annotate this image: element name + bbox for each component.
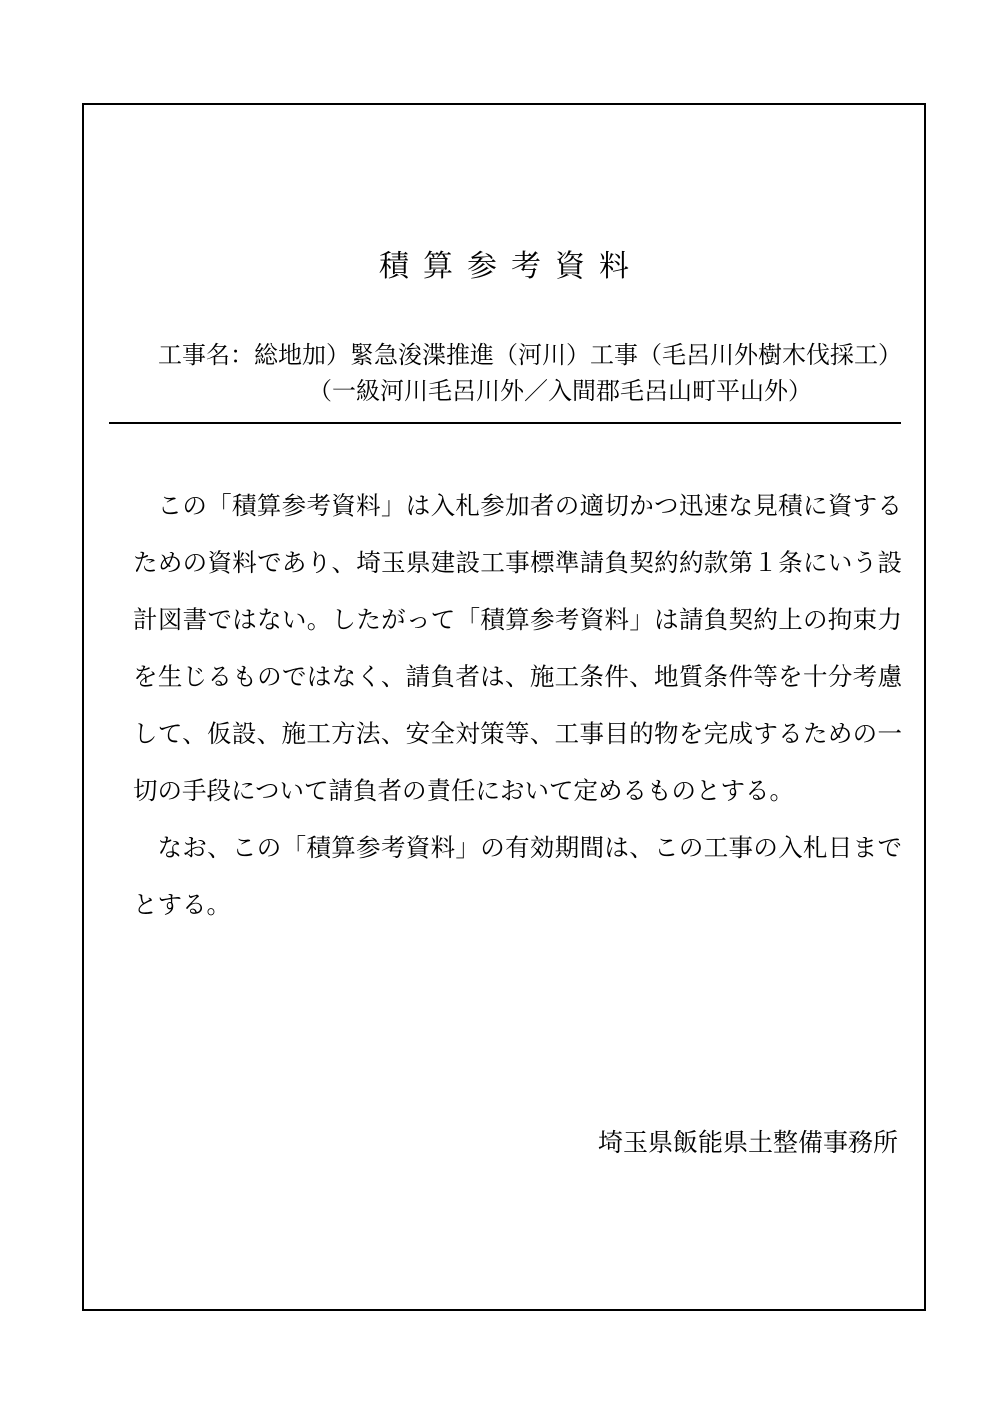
issuing-office: 埼玉県飯能県土整備事務所 xyxy=(597,1128,898,1157)
project-name: 総地加）緊急浚渫推進（河川）工事（毛呂川外樹木伐採工） xyxy=(254,341,902,369)
header-divider xyxy=(109,422,901,424)
project-location: （一級河川毛呂川外／入間郡毛呂山町平山外） xyxy=(308,377,812,405)
body-paragraph-2: なお、この「積算参考資料」の有効期間は、この工事の入札日までとする。 xyxy=(133,833,902,919)
document-frame xyxy=(82,103,926,1311)
document-body xyxy=(133,477,902,933)
project-name-line xyxy=(158,341,902,369)
project-info xyxy=(158,337,902,409)
project-label: 工事名： xyxy=(158,341,254,369)
document-title: 積算参考資料 xyxy=(379,249,643,284)
body-paragraph-1: この「積算参考資料」は入札参加者の適切かつ迅速な見積に資するための資料であり、埼玉県建設工事標準請負契約約款第１条にいう設計図書ではない。したがって「積算参考資料」は請負契約上の拘束力を生じるものではなく、請負者は、施工条件、地質条件等を十分考慮して、仮設、施工方法、安全対策等、工事目的物を完成するための一切の手段について請負者の責任において定めるものとする。 xyxy=(133,491,902,805)
